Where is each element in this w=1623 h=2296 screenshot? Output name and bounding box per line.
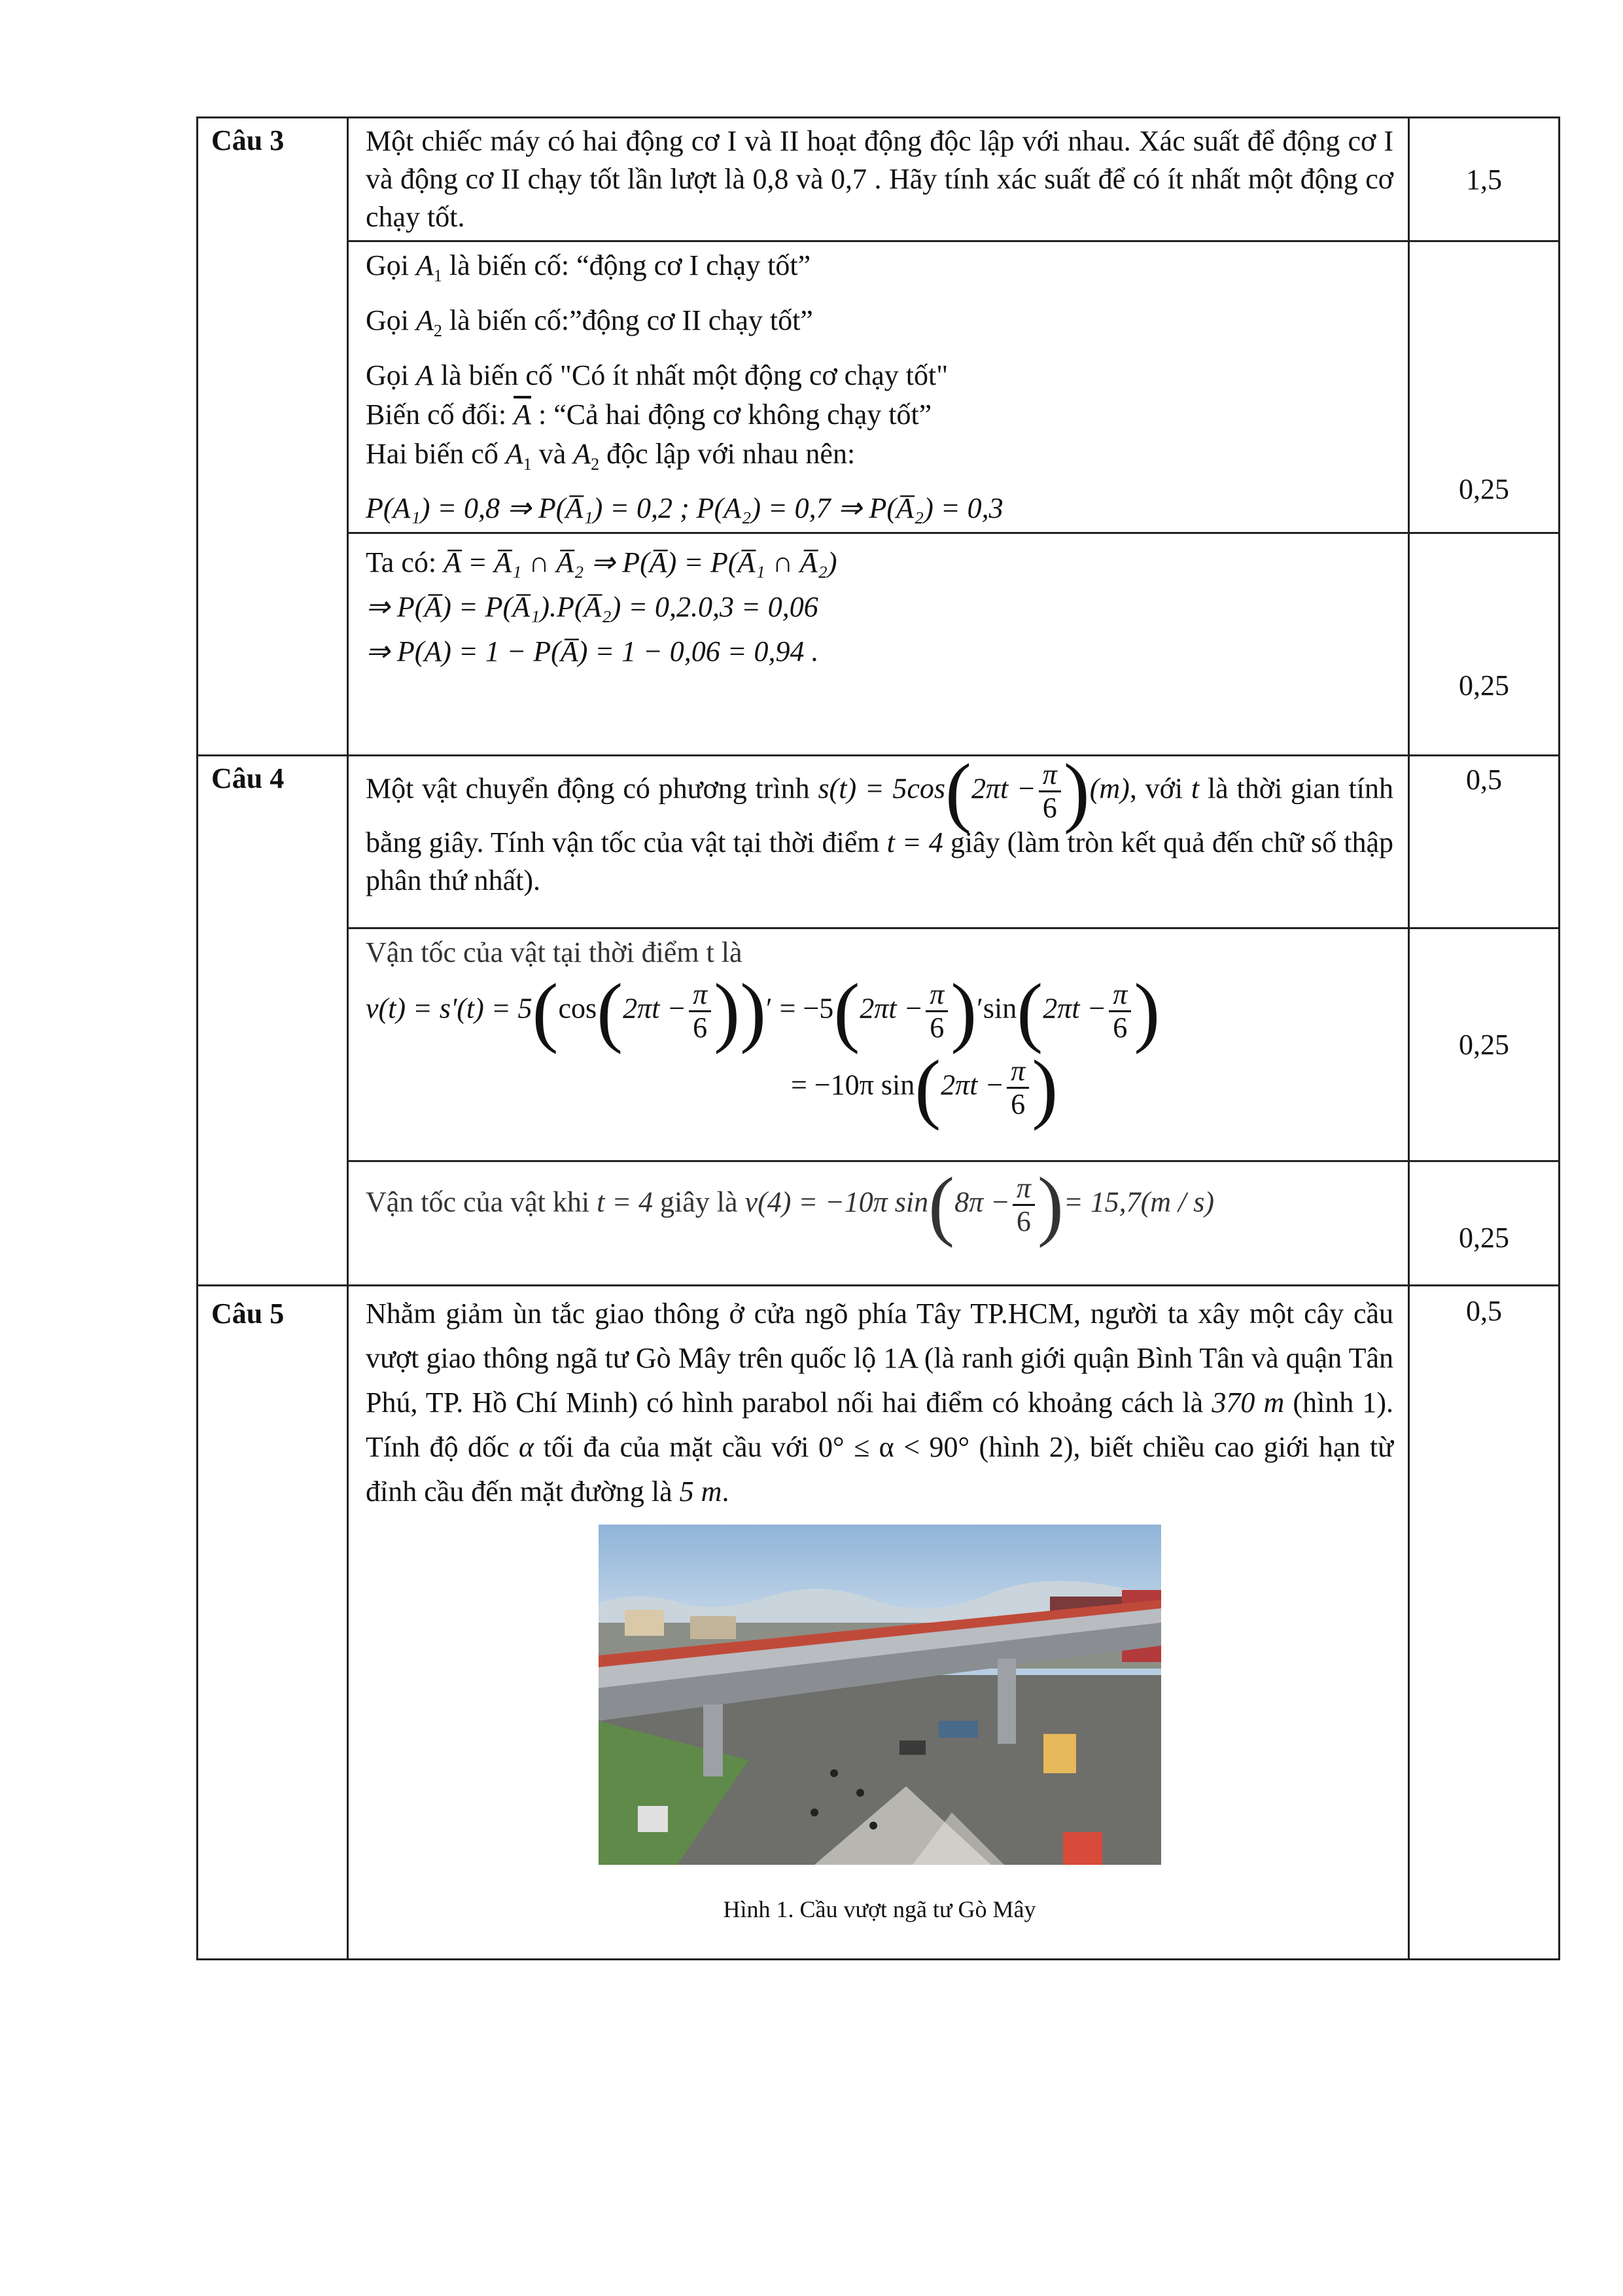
q5-question xyxy=(348,1286,1409,1960)
q3-question: Một chiếc máy có hai động cơ I và II hoạt động độc lập với nhau. Xác suất để động cơ I và động cơ II chạy tốt lần lượt là 0,8 và 0,7 . Hãy tính xác suất để có ít nhất một động cơ chạy tốt. xyxy=(348,118,1409,241)
q4-solution-2-text: Vận tốc của vật khi t = 4 giây là v(4) = −10π sin(8π − $\frac{\pi}{6}$ )= 15,7(m / s) xyxy=(348,1161,1409,1286)
q3-label: Câu 3 xyxy=(198,118,348,756)
overpass-photo xyxy=(599,1525,1161,1865)
overpass-photo-illustration xyxy=(599,1525,1161,1865)
q4-sol1-intro: Vận tốc của vật tại thời điểm t là xyxy=(366,936,742,969)
q4-sol1-eq2: = −10π sin(2πt − $\frac{\pi}{6}$ ) xyxy=(791,1044,1058,1131)
q3-sol2-line2: ⇒ P(A̅) = P(A̅₁).P(A̅₂) = 0,2.0,3 = 0,06 xyxy=(366,591,818,624)
q3-row xyxy=(198,118,1560,241)
q5-label: Câu 5 xyxy=(198,1286,348,1960)
q4-solution-1 xyxy=(198,928,1560,1161)
q5-score: 0,5 xyxy=(1409,1286,1560,1960)
q4-label: Câu 4 xyxy=(198,756,348,1286)
q4-sol2-score: 0,25 xyxy=(1409,1161,1560,1286)
q3-sol1-line2: Gọi $A_2$ là biến cố:”động cơ II chạy tốt” xyxy=(366,304,813,340)
photo-caption: Hình 1. Cầu vượt ngã tư Gò Mây xyxy=(723,1896,1036,1923)
q3-sol1-line3: Gọi A là biến cố "Có ít nhất một động cơ chạy tốt" xyxy=(366,359,949,391)
q4-question: Một vật chuyển động có phương trình s(t) = 5cos(2πt − $\frac{\pi}{6}$ )(m), với t là thời gian tính bằng giây. Tính vận tốc của vật tại thời điểm t = 4 giây (làm tròn kết quả đến chữ số thập phân thứ nhất). xyxy=(348,756,1409,928)
q3-sol2-score: 0,25 xyxy=(1409,533,1560,756)
q5-question-text: Nhằm giảm ùn tắc giao thông ở cửa ngõ phía Tây TP.HCM, người ta xây một cây cầu vượt giao thông ngã tư Gò Mây trên quốc lộ 1A (là ranh giới quận Bình Tân và quận Tân Phú, TP. Hồ Chí Minh) có hình parabol nối hai điểm có khoảng cách là 370 m (hình 1). Tính độ dốc α tối đa của mặt cầu với 0° ≤ α < 90° (hình 2), biết chiều cao giới hạn từ đỉnh cầu đến mặt đường là 5 m. xyxy=(366,1298,1394,1508)
q3-score: 1,5 xyxy=(1409,118,1560,241)
q3-sol2-line3: ⇒ P(A) = 1 − P(A̅) = 1 − 0,06 = 0,94 . xyxy=(366,635,819,668)
q5-row xyxy=(198,1286,1560,1960)
q3-solution-1-text xyxy=(348,241,1409,533)
q3-sol2-line1: Ta có: A̅ = A̅₁ ∩ A̅₂ ⇒ P(A̅) = P(A̅₁ ∩ A̅₂) xyxy=(366,546,837,579)
q4-sol1-eq1: v(t) = s'(t) = 5(cos(2πt − $\frac{\pi}{6}$ ))′ = −5(2πt − $\frac{\pi}{6}$ )′sin(2πt − $\frac{\pi}{6}$ ) xyxy=(366,967,1161,1055)
q4-sol1-score: 0,25 xyxy=(1409,928,1560,1161)
q4-row xyxy=(198,756,1560,928)
q3-sol1-line4: Biến cố đối: $\overline{A}$ : “Cả hai động cơ không chạy tốt” xyxy=(366,398,932,431)
q4-solution-2 xyxy=(198,1161,1560,1286)
q3-solution-1 xyxy=(198,241,1560,533)
q3-solution-2 xyxy=(198,533,1560,756)
q3-sol1-line6: P(A₁) = 0,8 ⇒ P(A̅₁) = 0,2 ; P(A₂) = 0,7 ⇒ P(A̅₂) = 0,3 xyxy=(366,492,1003,525)
q3-sol1-line1: Gọi $A_1$ là biến cố: “động cơ I chạy tốt” xyxy=(366,249,811,285)
q3-solution-2-text xyxy=(348,533,1409,756)
q3-sol1-line5: Hai biến cố $A_1$ và $A_2$ độc lập với nhau nên: xyxy=(366,437,856,474)
q3-sol1-score: 0,25 xyxy=(1409,241,1560,533)
q4-solution-1-text xyxy=(348,928,1409,1161)
q4-score: 0,5 xyxy=(1409,756,1560,928)
answer-table xyxy=(196,116,1560,1960)
